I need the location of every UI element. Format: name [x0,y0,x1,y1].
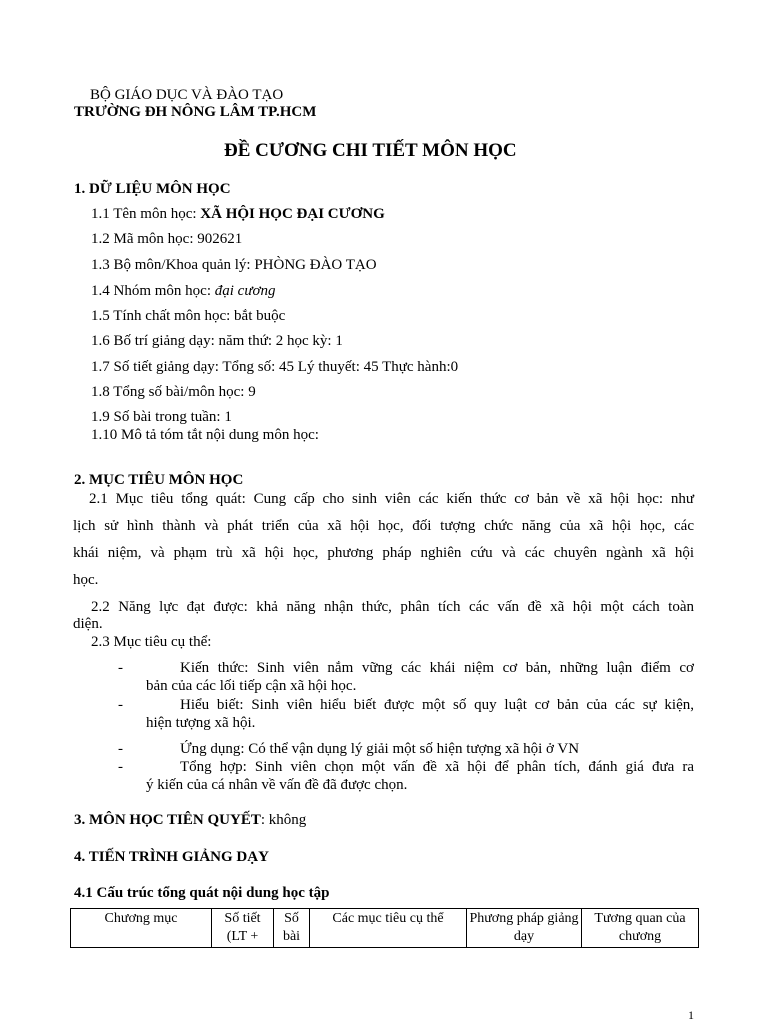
column-header-methods: Phương pháp giảng dạy [467,909,582,948]
knowledge-objective-line-2: bản của các lối tiếp cận xã hội học. [146,678,357,694]
university-name: TRƯỜNG ĐH NÔNG LÂM TP.HCM [74,104,317,120]
section-4-heading: 4. TIẾN TRÌNH GIẢNG DẠY [74,849,269,865]
weekly-lessons: 1.9 Số bài trong tuần: 1 [91,409,232,425]
content-structure-table [70,908,699,948]
prerequisite-value: : không [260,812,307,828]
column-header-correlation: Tương quan của chương [582,909,699,948]
course-name-value: XÃ HỘI HỌC ĐẠI CƯƠNG [200,206,385,222]
course-group [91,282,276,300]
course-code: 1.2 Mã môn học: 902621 [91,231,243,247]
understanding-objective-line-1: Hiểu biết: Sinh viên hiểu biết được một số quy luật cơ bản của các sự kiện, [180,697,694,713]
competence-line-1: 2.2 Năng lực đạt được: khả năng nhận thức, phân tích các vấn đề xã hội một cách toàn [91,599,694,615]
department: 1.3 Bộ môn/Khoa quản lý: PHÒNG ĐÀO TẠO [91,257,377,273]
course-name-label: 1.1 Tên môn học: [91,206,201,222]
general-objective-line-3: khái niệm, và phạm trù xã hội học, phương pháp nghiên cứu và các chuyên ngành xã hội [73,545,694,561]
course-group-label: 1.4 Nhóm môn học: [91,283,215,299]
bullet-dash: - [118,759,123,775]
course-nature: 1.5 Tính chất môn học: bắt buộc [91,308,286,324]
competence-line-2: diện. [73,616,103,632]
bullet-dash: - [118,660,123,676]
section-2-heading: 2. MỤC TIÊU MÔN HỌC [74,472,244,488]
general-objective-line-1: 2.1 Mục tiêu tổng quát: Cung cấp cho sinh viên các kiến thức cơ bản về xã hội học: như [89,491,694,507]
document-title: ĐỀ CƯƠNG CHI TIẾT MÔN HỌC [224,140,517,161]
section-3-heading: 3. MÔN HỌC TIÊN QUYẾT [74,812,261,828]
specific-objectives-heading: 2.3 Mục tiêu cụ thể: [91,634,212,650]
knowledge-objective-line-1: Kiến thức: Sinh viên nắm vững các khái niệm cơ bản, những luận điểm cơ [180,660,694,676]
ministry-name: BỘ GIÁO DỤC VÀ ĐÀO TẠO [90,87,284,103]
teaching-periods: 1.7 Số tiết giảng dạy: Tổng số: 45 Lý thuyết: 45 Thực hành:0 [91,359,459,375]
general-objective-line-2: lịch sử hình thành và phát triển của xã hội học, đối tượng chức năng của xã hội học, các [73,518,694,534]
column-header-objectives: Các mục tiêu cụ thể [310,909,467,948]
total-lessons: 1.8 Tổng số bài/môn học: 9 [91,384,256,400]
column-header-lessons: Số bài [274,909,310,948]
column-header-periods: Số tiết (LT + [212,909,274,948]
course-group-value: đại cương [214,283,276,299]
page-number: 1 [688,1008,694,1022]
general-objective-line-4: học. [73,572,99,588]
teaching-schedule: 1.6 Bố trí giảng dạy: năm thứ: 2 học kỳ: 1 [91,333,343,349]
prerequisite [74,811,306,829]
course-name [91,205,385,223]
section-1-heading: 1. DỮ LIỆU MÔN HỌC [74,181,231,197]
understanding-objective-line-2: hiện tượng xã hội. [146,715,256,731]
table-header-row [71,909,699,948]
synthesis-objective-line-1: Tổng hợp: Sinh viên chọn một vấn đề xã hội để phân tích, đánh giá đưa ra [180,759,694,775]
synthesis-objective-line-2: ý kiến của cá nhân về vấn đề đã được chọn. [146,777,408,793]
application-objective: Ứng dụng: Có thể vận dụng lý giải một số hiện tượng xã hội ở VN [180,741,580,757]
course-summary-label: 1.10 Mô tả tóm tắt nội dung môn học: [91,427,319,443]
column-header-chapter: Chương mục [71,909,212,948]
content-structure-heading: 4.1 Cấu trúc tổng quát nội dung học tập [74,885,330,901]
bullet-dash: - [118,697,123,713]
bullet-dash: - [118,741,123,757]
